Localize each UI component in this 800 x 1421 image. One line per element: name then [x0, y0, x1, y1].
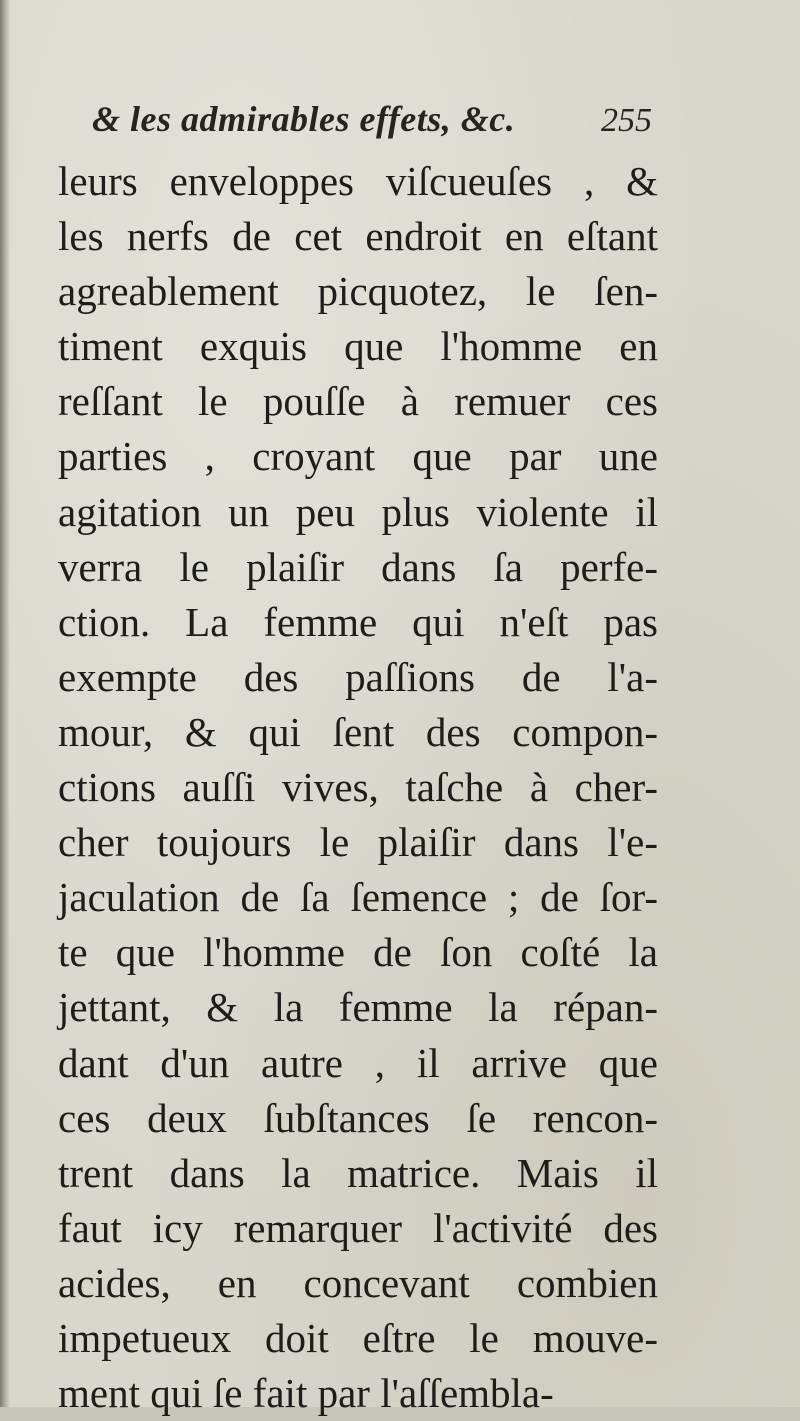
binding-edge	[0, 0, 10, 1407]
text-line: exempte des paſſions de l'a-	[58, 653, 658, 700]
text-line: impetueux doit eſtre le mouve-	[58, 1314, 658, 1361]
body-text	[58, 154, 658, 1421]
text-line: agitation un peu plus violente il	[58, 488, 658, 535]
text-line: jettant, & la femme la répan-	[58, 984, 658, 1031]
text-line: acides, en concevant combien	[58, 1259, 658, 1306]
text-line: ction. La femme qui n'eſt pas	[58, 598, 658, 645]
text-line: ment qui ſe fait par l'aſſembla-	[58, 1370, 554, 1417]
text-line: trent dans la matrice. Mais il	[58, 1149, 658, 1196]
text-line: faut icy remarquer l'activité des	[58, 1204, 658, 1251]
running-title: & les admirables effets, &c.	[92, 99, 516, 139]
text-line: jaculation de ſa ſemence ; de ſor-	[58, 874, 658, 921]
text-line: agreablement picquotez, le ſen-	[58, 268, 658, 315]
running-head	[92, 98, 652, 144]
text-line: reſſant le pouſſe à remuer ces	[58, 378, 658, 425]
text-line: leurs enveloppes viſcueuſes , &	[58, 158, 658, 204]
text-line: les nerfs de cet endroit en eſtant	[58, 213, 658, 260]
text-line: parties , croyant que par une	[58, 433, 658, 480]
text-line: timent exquis que l'homme en	[58, 323, 658, 370]
text-line: ces deux ſubſtances ſe rencon-	[58, 1094, 658, 1141]
text-line: cher toujours le plaiſir dans l'e-	[58, 819, 658, 866]
text-line: ctions auſſi vives, taſche à cher-	[58, 764, 658, 811]
text-line: dant d'un autre , il arrive que	[58, 1039, 658, 1086]
text-line: te que l'homme de ſon coſté la	[58, 929, 658, 976]
text-line: mour, & qui ſent des compon-	[58, 708, 658, 755]
text-line: verra le plaiſir dans ſa perfe-	[58, 543, 658, 590]
page-number: 255	[601, 102, 652, 139]
